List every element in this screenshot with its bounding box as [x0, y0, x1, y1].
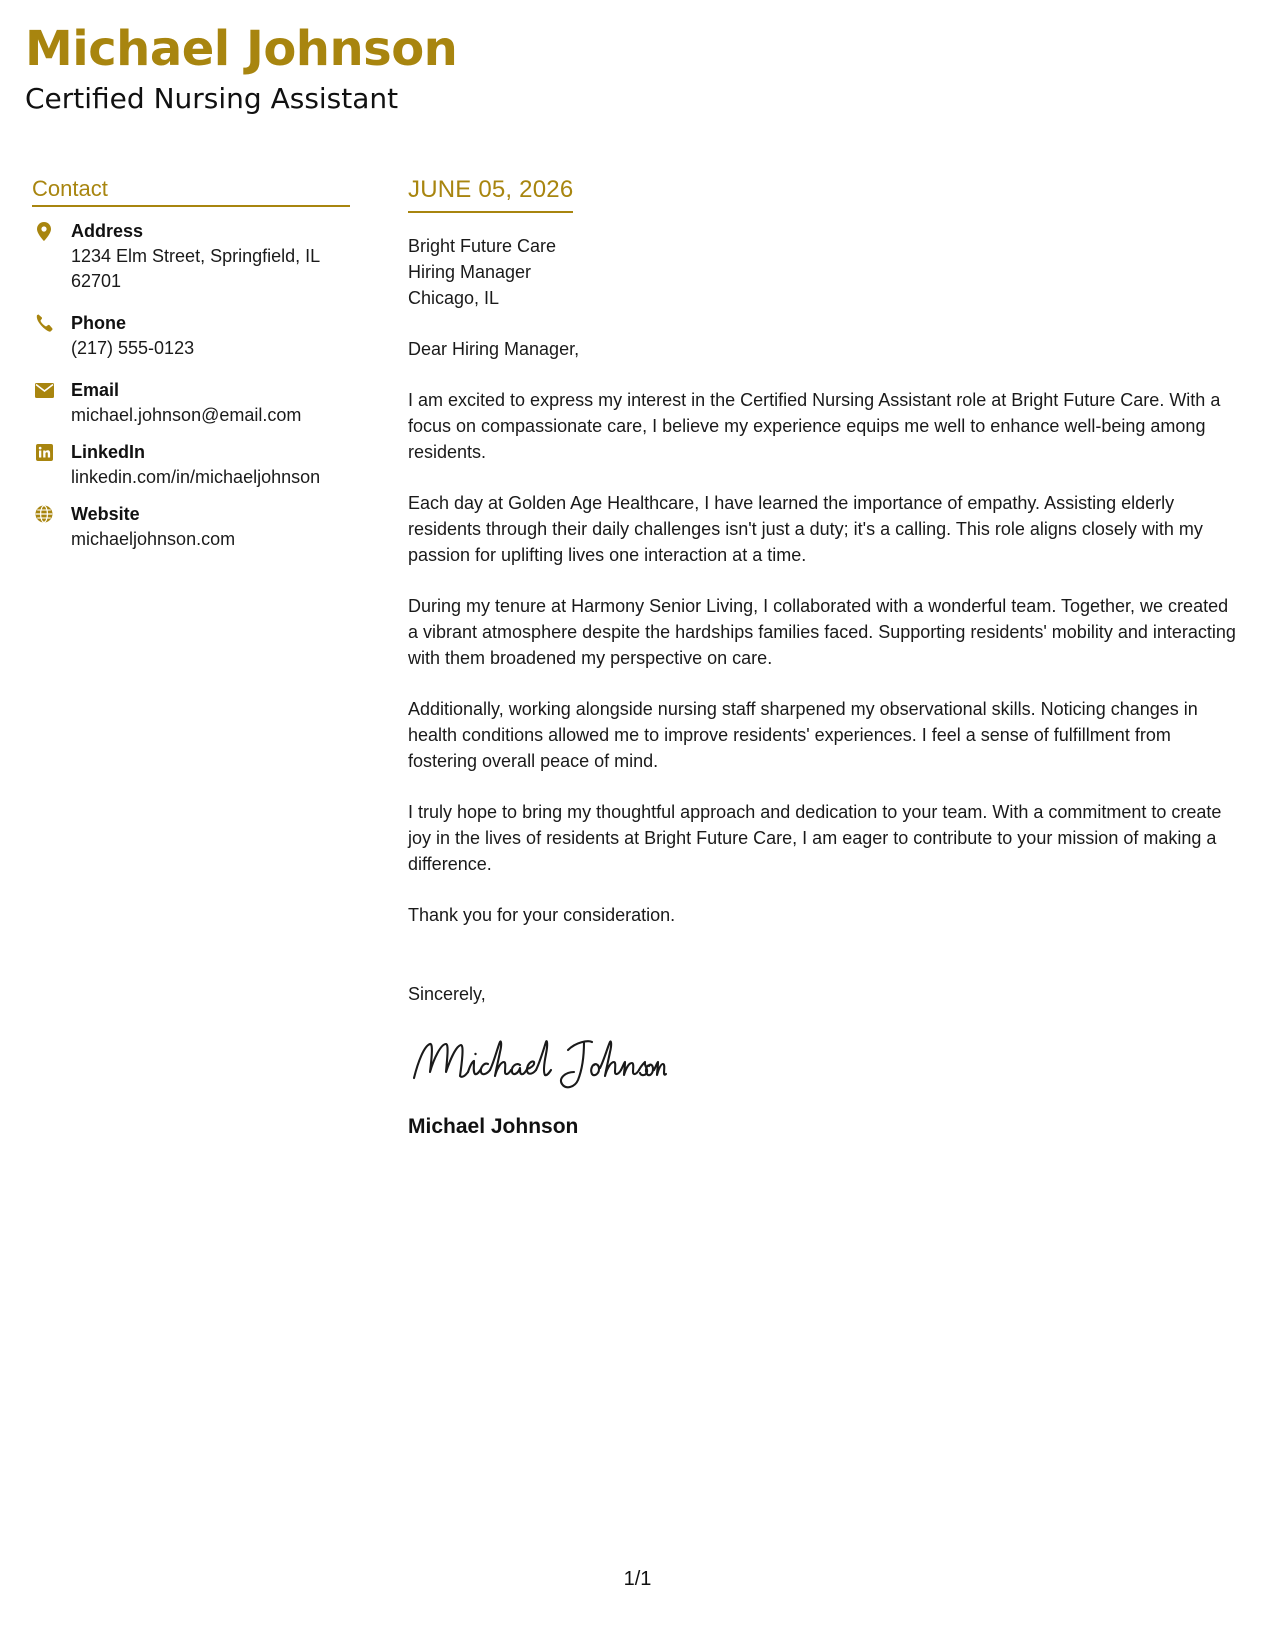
letter-paragraph: I am excited to express my interest in the Certified Nursing Assistant role at Bright Future Care. With a focus on compassionate care, I believe my experience equips me well to enhance well-being among residents. [408, 389, 1221, 462]
contact-item-email [32, 378, 350, 428]
applicant-job-title: Certified Nursing Assistant [25, 82, 399, 115]
contact-label: Address [71, 221, 144, 242]
letter-paragraph: Each day at Golden Age Healthcare, I have learned the importance of empathy. Assisting elderly residents through their daily challenges isn't just a duty; it's a calling. This role aligns closely with my passion for uplifting lives one interaction at a time. [408, 492, 1203, 565]
map-pin-icon [34, 221, 54, 241]
contact-label: Website [71, 504, 140, 525]
recipient-block [408, 233, 1243, 311]
thank-you-line: Thank you for your consideration. [408, 904, 676, 925]
contact-item-website [32, 502, 350, 552]
contact-list [32, 219, 350, 552]
globe-icon [34, 504, 54, 524]
recipient-company: Bright Future Care [408, 235, 557, 256]
contact-item-linkedin [32, 440, 350, 490]
contact-value: 1234 Elm Street, Springfield, IL 62701 [71, 246, 320, 292]
closing: Sincerely, [408, 983, 486, 1004]
linkedin-icon [34, 442, 54, 462]
letter-paragraph: I truly hope to bring my thoughtful approach and dedication to your team. With a commitment to create joy in the lives of residents at Bright Future Care, I am eager to contribute to your mission of making a difference. [408, 801, 1222, 874]
letter-date: JUNE 05, 2026 [408, 176, 573, 213]
contact-value: michael.johnson@email.com [71, 405, 302, 426]
letter-paragraph: Additionally, working alongside nursing staff sharpened my observational skills. Noticing changes in health conditions allowed me to improve residents' experiences. I feel a sense of fulfillment from fostering overall peace of mind. [408, 698, 1198, 771]
letter-paragraph: During my tenure at Harmony Senior Living, I collaborated with a wonderful team. Together, we created a vibrant atmosphere despite the hardships families faced. Supporting residents' mobility and interacting with them broadened my perspective on care. [408, 595, 1236, 668]
contact-value: (217) 555-0123 [71, 338, 195, 359]
contact-item-address [32, 219, 350, 294]
contact-label: Email [71, 380, 120, 401]
handwritten-signature [408, 1032, 668, 1092]
contact-label: Phone [71, 313, 127, 334]
signer-name: Michael Johnson [408, 1114, 579, 1138]
contact-item-phone [32, 311, 350, 361]
salutation: Dear Hiring Manager, [408, 338, 580, 359]
envelope-icon [34, 380, 54, 400]
page-number: 1/1 [623, 1568, 652, 1590]
recipient-location: Chicago, IL [408, 287, 500, 308]
phone-icon [34, 313, 54, 333]
recipient-title: Hiring Manager [408, 261, 532, 282]
applicant-name: Michael Johnson [25, 21, 458, 77]
contact-heading: Contact [32, 176, 350, 207]
contact-label: LinkedIn [71, 442, 146, 463]
contact-value: linkedin.com/in/michaeljohnson [71, 467, 321, 488]
contact-sidebar [32, 176, 350, 569]
letter-body [408, 176, 1243, 1139]
contact-value: michaeljohnson.com [71, 529, 236, 550]
